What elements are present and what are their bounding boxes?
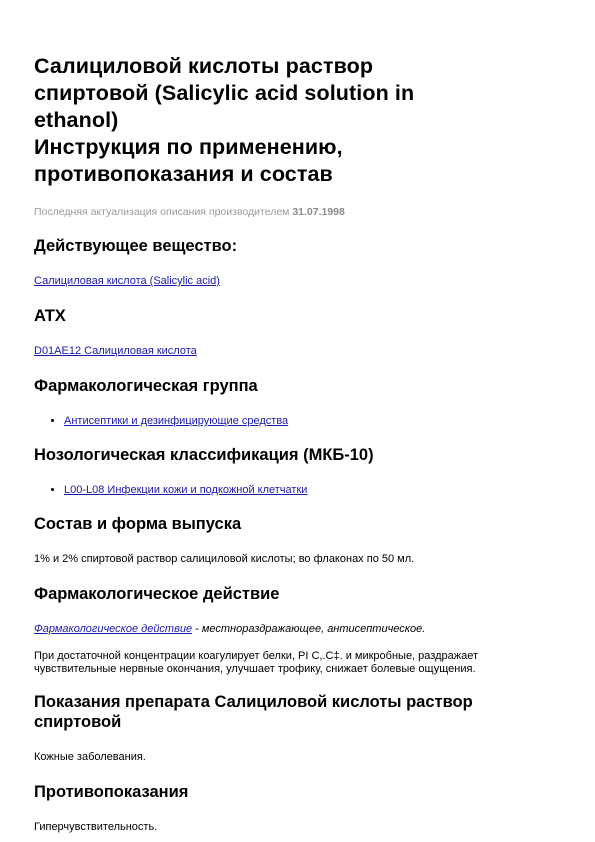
pharm-action-link[interactable]: Фармакологическое действие [34,623,193,635]
document-content [34,53,554,834]
pharm-action-rest: - местнораздражающее, антисептическое. [192,623,426,635]
last-updated-date: 31.07.1998 [292,206,345,218]
title-line: противопоказания и состав [34,162,333,186]
contraindications-text: Гиперчувствительность. [34,821,158,833]
pharm-group-heading: Фармакологическая группа [34,377,258,395]
indications-heading-line: спиртовой [34,713,122,731]
atx-link[interactable]: D01AE12 Салициловая кислота [34,345,197,357]
active-substance-heading: Действующее вещество: [34,237,238,255]
title-line: ethanol) [34,108,119,132]
pharm-action-heading: Фармакологическое действие [34,585,280,603]
page-title [34,53,554,188]
last-updated-label: Последняя актуализация описания производителем [34,206,290,218]
pharm-action-line: При достаточной концентрации коагулирует белки, PI C,.C‡. и микробные, раздражает [34,650,479,662]
pharm-action-line: чувствительные нервные окончания, улучшает трофику, снижает болевые ощущения. [34,663,476,675]
title-line: спиртовой (Salicylic acid solution in [34,81,415,105]
last-updated [34,206,554,218]
indications-heading [34,692,554,732]
active-substance-link[interactable]: Салициловая кислота (Salicylic acid) [34,275,220,287]
indications-text: Кожные заболевания. [34,751,146,763]
list-item [64,484,554,496]
contraindications-heading: Противопоказания [34,783,189,801]
title-line: Салициловой кислоты раствор [34,54,374,78]
nosology-heading: Нозологическая классификация (МКБ-10) [34,446,374,464]
pharm-action-summary [34,623,554,636]
title-line: Инструкция по применению, [34,135,343,159]
indications-heading-line: Показания препарата Салициловой кислоты раствор [34,693,473,711]
nosology-link[interactable]: L00-L08 Инфекции кожи и подкожной клетчатки [64,484,308,496]
composition-text: 1% и 2% спиртовой раствор салициловой кислоты; во флаконах по 50 мл. [34,553,415,565]
composition-heading: Состав и форма выпуска [34,515,242,533]
pharm-group-link[interactable]: Антисептики и дезинфицирующие средства [64,415,289,427]
pharm-action-text [34,650,554,676]
nosology-list [34,484,554,496]
pharm-group-list [34,415,554,427]
list-item [64,415,554,427]
atx-heading: ATX [34,307,66,325]
